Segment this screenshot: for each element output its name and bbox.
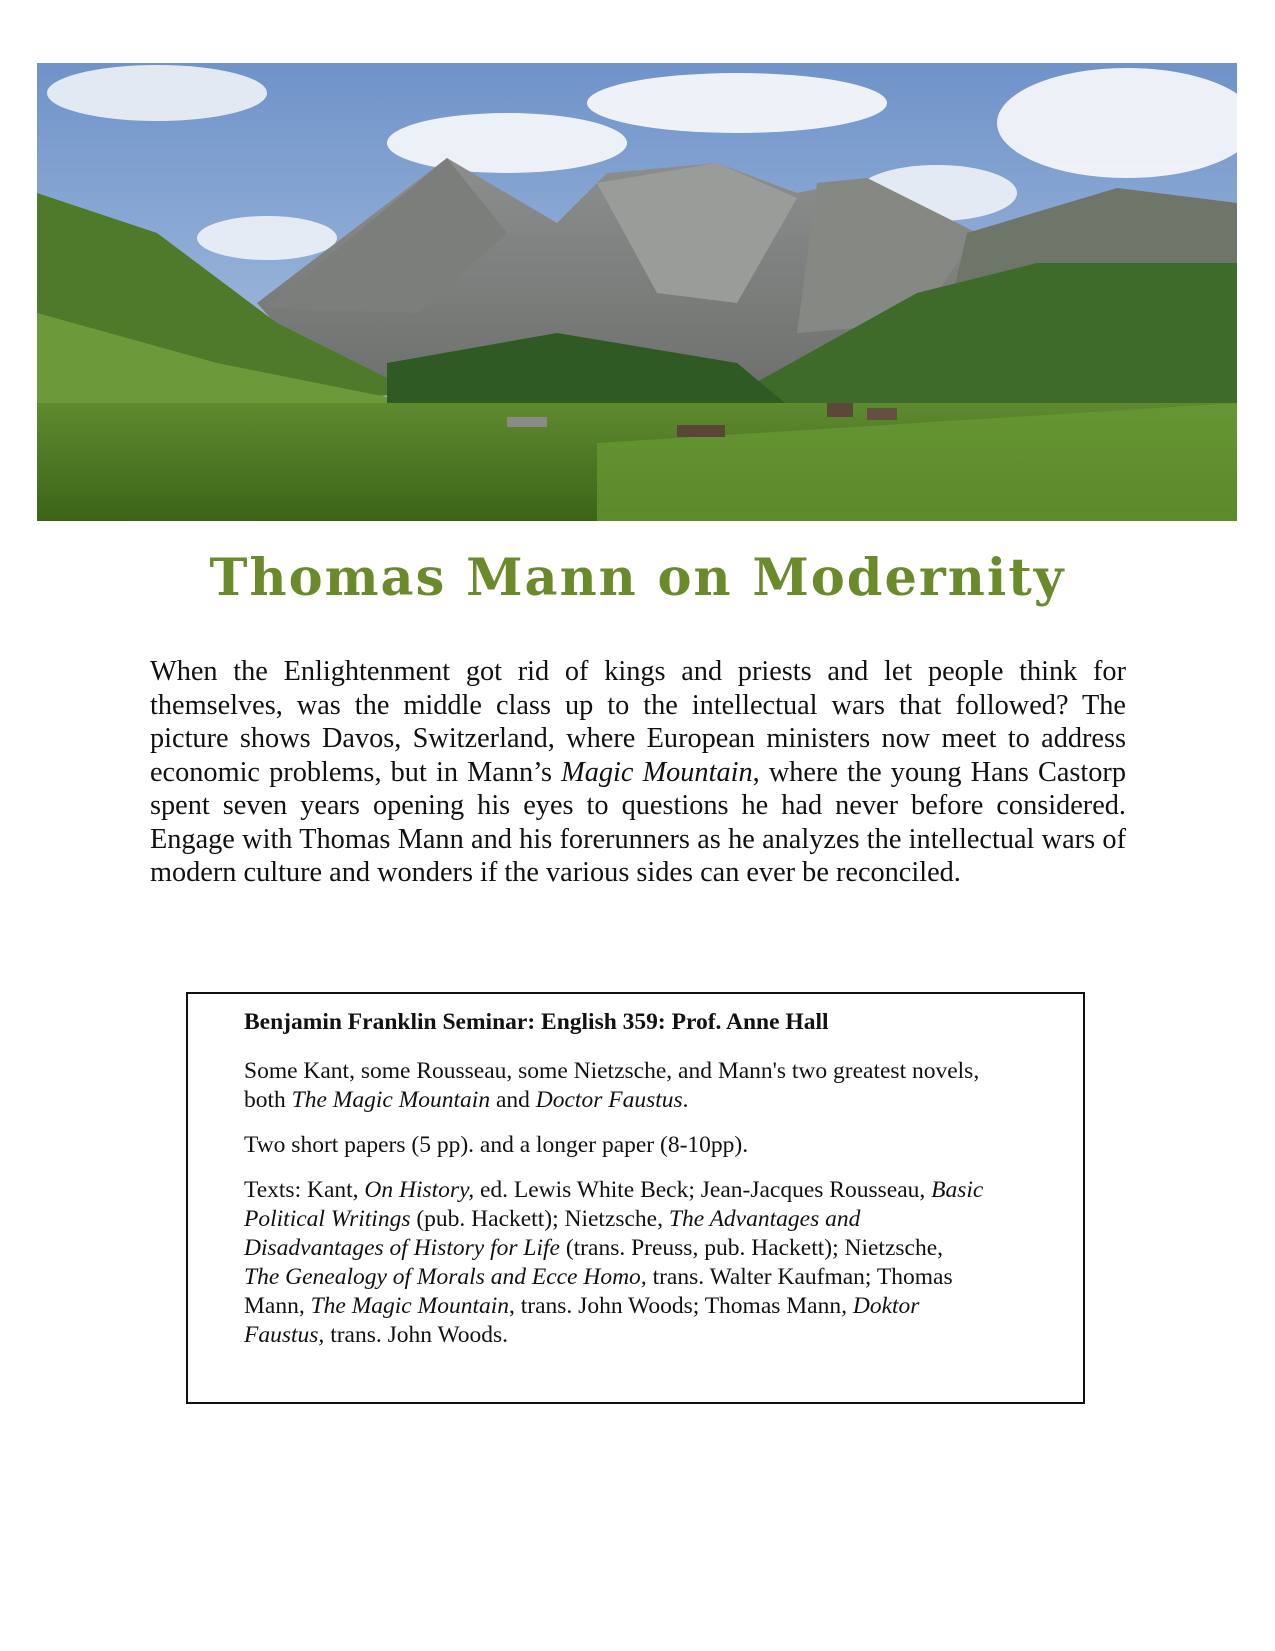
text-title-italic: On History, bbox=[364, 1177, 475, 1203]
course-description bbox=[244, 1057, 984, 1115]
text-segment: , trans. John Woods; Thomas Mann bbox=[509, 1293, 842, 1319]
intro-paragraph bbox=[150, 655, 1126, 890]
desc-italic-magic-mountain: The Magic Mountain bbox=[291, 1087, 491, 1113]
desc-italic-doctor-faustus: Doctor Faustus bbox=[535, 1087, 683, 1113]
mountain-landscape-image bbox=[37, 63, 1237, 521]
intro-text-2: , where the young Hans Castorp spent seven years opening his eyes to questions he had never before considered. Engage with Thomas Mann and his forerunners as he analyzes the intellectual wars of modern culture and wonders if the various sides can ever be reconciled. bbox=[150, 756, 1126, 888]
course-info-content bbox=[244, 1008, 984, 1366]
text-title-italic: Basic Political Writings bbox=[244, 1177, 984, 1232]
intro-italic-title: Magic Mountain bbox=[561, 756, 753, 788]
desc-text: and bbox=[490, 1087, 536, 1113]
page-title: Thomas Mann on Modernity bbox=[209, 548, 1066, 608]
text-title-italic: , The Magic Mountain bbox=[298, 1293, 509, 1319]
course-heading: Benjamin Franklin Seminar: English 359: Prof. Anne Hall bbox=[244, 1009, 829, 1035]
course-texts bbox=[244, 1176, 984, 1350]
text-segment: Texts: Kant, bbox=[244, 1177, 365, 1203]
course-info-box bbox=[186, 992, 1085, 1404]
course-papers: Two short papers (5 pp). and a longer paper (8-10pp). bbox=[244, 1132, 749, 1158]
text-segment: ed. Lewis White Beck; Jean-Jacques Rousseau, bbox=[474, 1177, 932, 1203]
text-segment: trans. John Woods. bbox=[324, 1322, 509, 1348]
text-segment: trans. Walter Kaufman; Thomas Mann bbox=[244, 1264, 953, 1319]
desc-text: Some Kant, some Rousseau, some Nietzsche, and Mann's two greatest novels, both bbox=[244, 1058, 980, 1113]
intro-text-1: When the Enlightenment got rid of kings and priests and let people think for themselves, was the middle class up to the intellectual wars that followed? The picture shows Davos, Switzerland, where European ministers now meet to address economic problems, but in Mann’s bbox=[150, 656, 1126, 788]
text-segment: (trans. Preuss, pub. Hackett); Nietzsche, bbox=[559, 1235, 944, 1261]
text-segment: (pub. Hackett); Nietzsche, bbox=[410, 1206, 669, 1232]
desc-text: . bbox=[682, 1087, 689, 1113]
text-title-italic: The Genealogy of Morals and Ecce Homo, bbox=[244, 1264, 647, 1290]
text-title-italic: , Doktor Faustus, bbox=[244, 1293, 920, 1348]
hero-photo-davos-valley bbox=[37, 63, 1237, 521]
text-title-italic: The Advantages and Disadvantages of History for Life bbox=[244, 1206, 861, 1261]
